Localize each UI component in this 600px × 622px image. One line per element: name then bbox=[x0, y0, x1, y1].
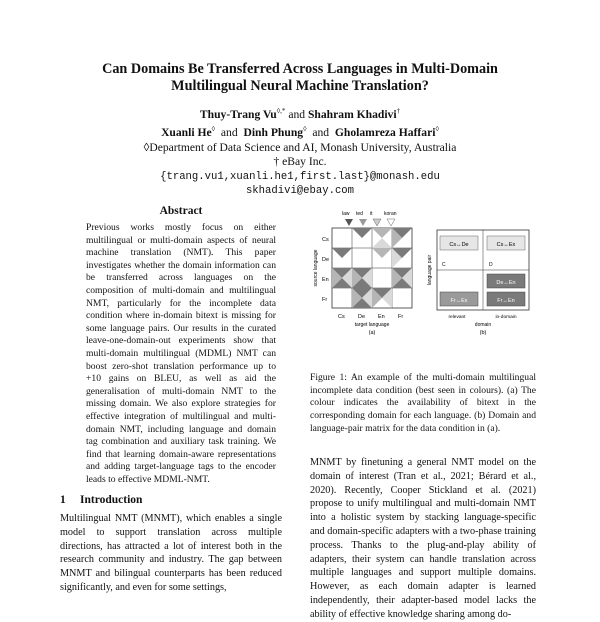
author-3-mark: ◊ bbox=[211, 125, 216, 134]
axis-y-label: source language bbox=[313, 249, 319, 287]
matrix-row-letter: C bbox=[442, 262, 446, 268]
matrix-cell-text: De↔En bbox=[496, 280, 516, 286]
subfigure-a-label: (a) bbox=[368, 330, 376, 336]
axis-x-label: target language bbox=[354, 322, 390, 328]
matrix-cell-text: Cs↔Ex bbox=[496, 242, 516, 248]
subfigure-b-label: (b) bbox=[479, 330, 487, 336]
col-label: De bbox=[358, 314, 366, 320]
matrix-col-word: relevant bbox=[448, 315, 466, 320]
affiliation-2: † eBay Inc. bbox=[273, 155, 327, 169]
author-5-mark: ◊ bbox=[435, 125, 439, 134]
email-line-1[interactable]: {trang.vu1,xuanli.he1,first.last}@monash.edu bbox=[160, 170, 440, 183]
domain-matrix bbox=[437, 230, 529, 310]
col-label: Cs bbox=[338, 314, 345, 320]
cell-triangle bbox=[372, 228, 392, 238]
matrix-x-label: domain bbox=[474, 322, 492, 328]
author-and: and bbox=[220, 126, 238, 140]
abstract-text: Previous works mostly focus on either multilingual or multi-domain aspects of neural machine translation (NMT). This paper investigates whether the domain information can be transferred across languages on the composition of multi-domain and multilingual NMT, particularly for the incomplete data condition where in-domain bitext is missing for some language pairs. Our results in the curated leave-one-domain-out experiments show that multi-domain multilingual (MDML) NMT can boost zero-shot translation performance up to +10 gains on BLEU, as well as aid the generalisation of multi-domain NMT to the missing domain. We also explore strategies for effective integration of multilingual and multi-domain NMT, including language and domain tag combination and auxiliary task training. We find that learning domain-aware representations and adding target-language tags to the encoder leads to effective MDML-NMT. bbox=[86, 222, 276, 485]
legend-law: law bbox=[342, 211, 350, 217]
figure-caption: Figure 1: An example of the multi-domain multilingual incomplete data condition (best seen in colours). (a) The colour indicates the availability of bitext in the corresponding domain for each language. (b) Domain and language-pair matrix for the data condition in (a). bbox=[310, 372, 536, 434]
language-grid bbox=[332, 228, 412, 308]
paper-title bbox=[40, 61, 560, 95]
col-label: En bbox=[378, 314, 385, 320]
legend-it: it bbox=[370, 211, 373, 217]
matrix-col-word: in-domain bbox=[495, 315, 517, 320]
figure-1 bbox=[312, 208, 536, 366]
matrix-cell-text: Fr↔Ex bbox=[450, 298, 468, 304]
legend-triangle-ted bbox=[359, 219, 367, 226]
author-1: Thuy-Trang Vu bbox=[199, 107, 277, 121]
author-3: Xuanli He bbox=[161, 126, 212, 140]
figure-legend bbox=[342, 211, 397, 226]
cell-triangle bbox=[332, 248, 352, 258]
email-line-2[interactable]: skhadivi@ebay.com bbox=[245, 185, 355, 198]
matrix-cell-text: Fr↔En bbox=[497, 298, 515, 304]
row-label: En bbox=[322, 277, 329, 283]
matrix-row-letter: D bbox=[489, 262, 493, 268]
legend-ted: ted bbox=[356, 211, 363, 217]
author-4-mark: ◊ bbox=[303, 125, 307, 134]
right-column-text: MNMT by finetuning a general NMT model on the domain of interest (Tran et al., 2021; Bérard et al., 2020). Recently, Cooper Stickland et al. (2021) propose to unify multilingual and multi-domain NMT into a holistic system by stacking language-specific and domain-specific adapters with a two-phase training process. Thanks to the plug-and-play ability of adapters, their system can handle translation across multiple languages and support multiple domains. However, as each domain adapter is learned independently, their adapter-based model lacks the ability of effective knowledge sharing among do- bbox=[310, 457, 536, 620]
section-number: 1 bbox=[60, 494, 66, 506]
section-heading bbox=[60, 494, 142, 506]
author-4: Dinh Phung bbox=[243, 126, 304, 140]
title-line-2: Multilingual Neural Machine Translation? bbox=[171, 78, 429, 94]
abstract-heading: Abstract bbox=[159, 205, 203, 217]
author-2-mark: † bbox=[396, 107, 401, 115]
row-label: De bbox=[322, 257, 330, 263]
col-label: Fr bbox=[398, 314, 404, 320]
author-and: and bbox=[312, 126, 330, 140]
matrix-y-label: language pair bbox=[427, 254, 433, 286]
author-1-mark: ◊,* bbox=[276, 107, 286, 115]
intro-text: Multilingual NMT (MNMT), which enables a single model to support translation across multiple directions, has attracted a lot of interest both in the research community and industry. The gap between MNMT and bilingual counterparts has been reduced significantly, and even for some settings, bbox=[60, 513, 282, 593]
matrix-cell-text: Cs↔De bbox=[449, 242, 469, 248]
cell-triangle bbox=[372, 248, 392, 258]
author-5: Gholamreza Haffari bbox=[334, 126, 436, 140]
affiliation-1: ◊Department of Data Science and AI, Monash University, Australia bbox=[143, 140, 457, 154]
legend-triangle-it bbox=[373, 219, 381, 226]
row-label: Cs bbox=[322, 237, 329, 243]
cell-triangle bbox=[372, 238, 392, 248]
author-and: and bbox=[288, 107, 306, 121]
title-line-1: Can Domains Be Transferred Across Languages in Multi-Domain bbox=[102, 61, 498, 77]
author-block bbox=[40, 104, 560, 199]
row-label: Fr bbox=[322, 297, 328, 303]
cell-triangle bbox=[352, 228, 372, 238]
author-2: Shahram Khadivi bbox=[307, 107, 397, 121]
legend-triangle-law bbox=[345, 219, 353, 226]
legend-triangle-koran bbox=[387, 219, 395, 226]
section-title: Introduction bbox=[80, 494, 143, 506]
legend-koran: koran bbox=[384, 211, 397, 217]
